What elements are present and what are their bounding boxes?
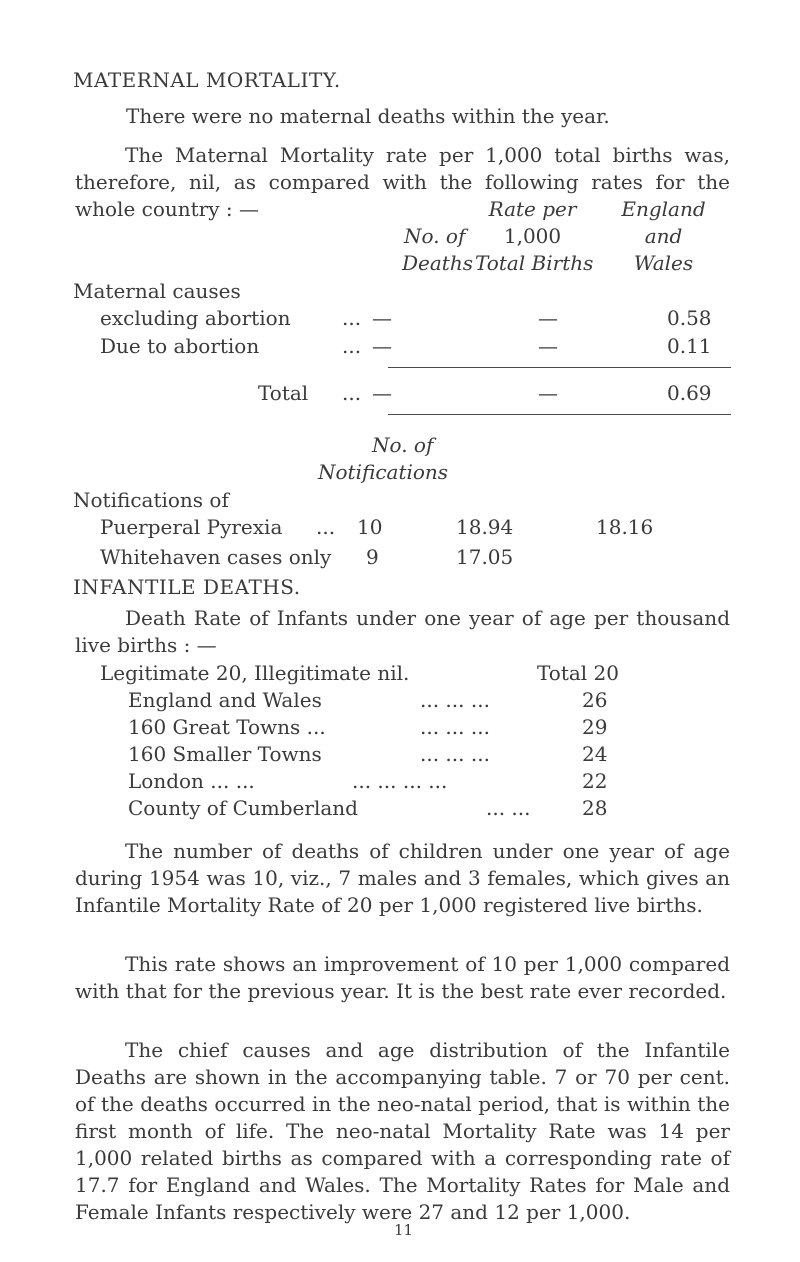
col-header-deaths-2: Deaths [402, 251, 473, 275]
rate-label: London ... ... [128, 769, 255, 793]
rate-value: 28 [582, 796, 608, 820]
total-deaths: — [372, 381, 392, 405]
row-label-excluding-abortion: excluding abortion [100, 306, 291, 330]
cell-england: 0.11 [667, 334, 712, 358]
cell-deaths: — [372, 306, 392, 330]
col-header-rate-1: Rate per [488, 197, 577, 221]
rate-value: 29 [582, 715, 608, 739]
leader-dots: ... ... [486, 796, 531, 820]
puerperal-rate: 18.94 [456, 515, 514, 539]
col-header-notifications-1: No. of [372, 433, 434, 457]
leader-dots: ... ... ... [420, 742, 490, 766]
paragraph-improvement: This rate shows an improvement of 10 per 1,000 compared with that for the previous year. It is the best rate ever recorded. [75, 952, 730, 1003]
leader-dots: ... ... ... [420, 688, 490, 712]
paragraph-causes: The chief causes and age distribution of the Infantile Deaths are shown in the accompanying table. 7 or 70 per cent. of the deaths occurred in the neo-natal period, that is within the first month of life. The neo-natal Mortality Rate was 14 per 1,000 related births as compared with a corresponding rate of 17.7 for England and Wales. The Mortality Rates for Male and Female Infants respectively were 27 and 12 per 1,000. [75, 1038, 730, 1224]
rate-value: 26 [582, 688, 608, 712]
whitehaven-count: 9 [366, 545, 379, 569]
leader-dots: ... ... ... [420, 715, 490, 739]
total-rate: — [538, 381, 558, 405]
cell-england: 0.58 [667, 306, 712, 330]
rate-label: 160 Smaller Towns [128, 742, 322, 766]
row-label-due-to-abortion: Due to abortion [100, 334, 260, 358]
rate-label: England and Wales [128, 688, 322, 712]
leader-dots: ... [342, 306, 362, 330]
col-header-rate-3: Total Births [475, 251, 594, 275]
leader-dots: ... [342, 381, 362, 405]
leader-dots: ... ... ... ... [352, 769, 448, 793]
total-value: Total 20 [537, 661, 619, 685]
row-label-maternal-causes: Maternal causes [73, 279, 241, 303]
rate-value: 24 [582, 742, 608, 766]
col-header-england-3: Wales [633, 251, 694, 275]
section-heading-maternal: MATERNAL MORTALITY. [73, 68, 341, 92]
table-divider [388, 414, 731, 415]
col-header-rate-2: 1,000 [503, 224, 562, 248]
page-number: 11 [394, 1221, 414, 1239]
whitehaven-label: Whitehaven cases only [100, 545, 332, 569]
rate-value: 22 [582, 769, 608, 793]
whitehaven-rate: 17.05 [456, 545, 514, 569]
cell-rate: — [538, 306, 558, 330]
section-heading-infantile: INFANTILE DEATHS. [73, 575, 301, 599]
puerperal-count: 10 [357, 515, 383, 539]
legitimate-label: Legitimate 20, Illegitimate nil. [100, 661, 410, 685]
cell-rate: — [538, 334, 558, 358]
intro-paragraph: The Maternal Mortality rate per 1,000 total births was, therefore, nil, as compared with the following rates for the whole country : — [75, 143, 730, 221]
puerperal-england: 18.16 [596, 515, 654, 539]
table-divider [388, 367, 731, 368]
total-label: Total [258, 381, 309, 405]
leader-dots: ... [316, 515, 336, 539]
rate-label: County of Cumberland [128, 796, 358, 820]
col-header-notifications-2: Notifications [318, 460, 449, 484]
rate-label: 160 Great Towns ... [128, 715, 326, 739]
intro-line: There were no maternal deaths within the year. [126, 104, 610, 128]
cell-deaths: — [372, 334, 392, 358]
puerperal-pyrexia-label: Puerperal Pyrexia [100, 515, 283, 539]
col-header-england-1: England [621, 197, 706, 221]
paragraph-infant-deaths: The number of deaths of children under one year of age during 1954 was 10, viz., 7 males and 3 females, which gives an Infantile Mortality Rate of 20 per 1,000 registered live births. [75, 839, 730, 917]
total-england: 0.69 [667, 381, 712, 405]
leader-dots: ... [342, 334, 362, 358]
notifications-label: Notifications of [73, 488, 229, 512]
infant-intro-paragraph: Death Rate of Infants under one year of age per thousand live births : — [75, 606, 730, 657]
col-header-deaths-1: No. of [404, 224, 466, 248]
col-header-england-2: and [644, 224, 683, 248]
